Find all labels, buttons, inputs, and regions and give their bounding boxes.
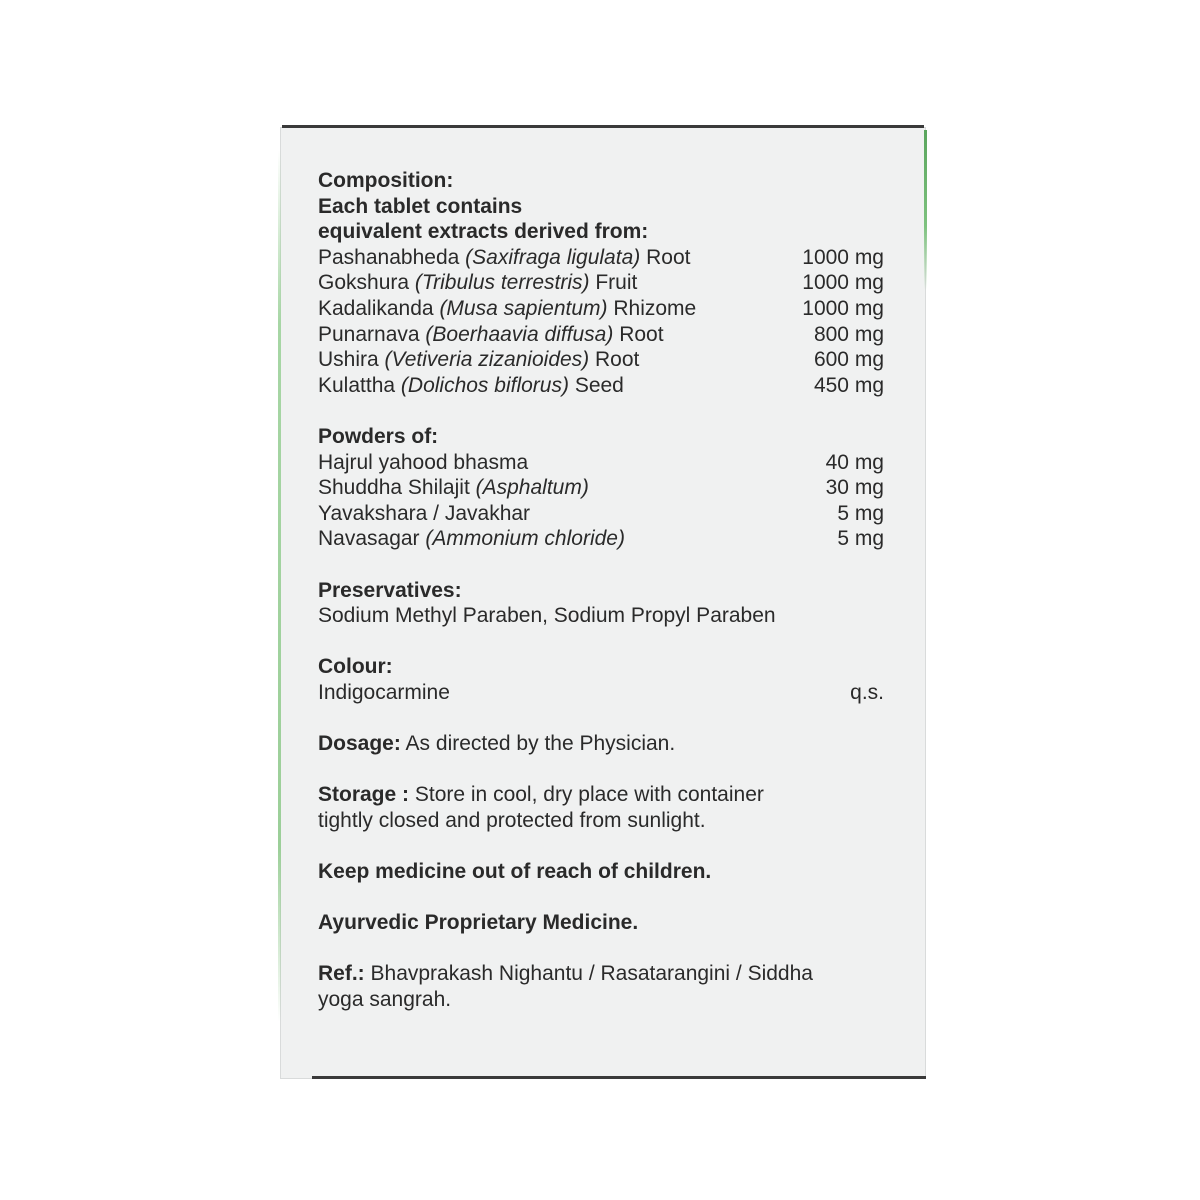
ingredient-label bbox=[318, 322, 664, 348]
ingredient-part: Root bbox=[595, 348, 640, 372]
ingredient-part: Root bbox=[646, 245, 691, 269]
ingredient-botanical: (Dolichos biflorus) bbox=[400, 373, 569, 397]
reference-line bbox=[318, 961, 884, 987]
ingredient-label bbox=[318, 245, 690, 271]
colour-heading: Colour: bbox=[318, 655, 393, 679]
ingredient-name: Ushira bbox=[318, 348, 379, 372]
medicine-classification: Ayurvedic Proprietary Medicine. bbox=[318, 911, 639, 935]
panel-top-edge bbox=[282, 125, 924, 128]
powder-label bbox=[318, 526, 625, 552]
spacer bbox=[318, 936, 884, 962]
spacer bbox=[318, 757, 884, 783]
powder-amount: 30 mg bbox=[825, 476, 884, 500]
composition-subheading: equivalent extracts derived from: bbox=[318, 220, 649, 244]
ingredient-botanical: (Tribulus terrestris) bbox=[414, 271, 590, 295]
powder-name: Hajrul yahood bhasma bbox=[318, 450, 529, 474]
ingredient-amount: 1000 mg bbox=[802, 245, 884, 269]
ingredient-part: Fruit bbox=[595, 271, 638, 295]
powder-name: Yavakshara / Javakhar bbox=[318, 501, 531, 525]
powders-heading: Powders of: bbox=[318, 424, 439, 448]
spacer bbox=[318, 885, 884, 911]
child-safety-warning: Keep medicine out of reach of children. bbox=[318, 860, 712, 884]
spacer bbox=[318, 398, 884, 424]
storage-line bbox=[318, 782, 884, 808]
spacer bbox=[318, 833, 884, 859]
powder-amount: 40 mg bbox=[825, 450, 884, 474]
preservatives-text: Sodium Methyl Paraben, Sodium Propyl Paraben bbox=[318, 604, 776, 628]
ingredient-name: Punarnava bbox=[318, 322, 420, 346]
composition-list bbox=[318, 245, 884, 399]
powder-botanical: (Ammonium chloride) bbox=[425, 527, 625, 551]
ingredient-part: Rhizome bbox=[613, 296, 697, 320]
composition-subheading: Each tablet contains bbox=[318, 194, 523, 218]
storage-text: Store in cool, dry place with container bbox=[414, 783, 764, 807]
ingredient-name: Pashanabheda bbox=[318, 245, 460, 269]
ingredient-amount: 800 mg bbox=[813, 322, 884, 346]
reference-text-continued: yoga sangrah. bbox=[318, 988, 452, 1011]
ingredient-name: Gokshura bbox=[318, 271, 410, 295]
ingredient-row bbox=[318, 245, 884, 271]
ingredient-botanical: (Saxifraga ligulata) bbox=[465, 245, 641, 269]
powder-row bbox=[318, 450, 884, 476]
powder-row bbox=[318, 526, 884, 552]
spacer bbox=[318, 705, 884, 731]
colour-amount: q.s. bbox=[850, 680, 884, 704]
reference-label: Ref.: bbox=[318, 962, 365, 986]
ingredient-label bbox=[318, 373, 624, 399]
spacer bbox=[318, 629, 884, 655]
storage-label: Storage : bbox=[318, 783, 410, 807]
dosage-line bbox=[318, 731, 884, 757]
ingredient-botanical: (Musa sapientum) bbox=[439, 296, 608, 320]
composition-heading: Composition: bbox=[318, 169, 454, 192]
ingredient-label bbox=[318, 347, 639, 373]
powders-list bbox=[318, 450, 884, 552]
powder-amount: 5 mg bbox=[837, 501, 884, 525]
label-text bbox=[318, 168, 884, 1013]
ingredient-row bbox=[318, 347, 884, 373]
colour-name: Indigocarmine bbox=[318, 680, 450, 704]
dosage-text: As directed by the Physician. bbox=[405, 732, 676, 756]
reference-text: Bhavprakash Nighantu / Rasatarangini / Siddha bbox=[370, 962, 813, 986]
ingredient-name: Kulattha bbox=[318, 373, 396, 397]
colour-row bbox=[318, 680, 884, 706]
ingredient-amount: 450 mg bbox=[813, 373, 884, 397]
powder-label bbox=[318, 450, 528, 476]
panel-bottom-edge bbox=[312, 1076, 926, 1079]
preservatives-heading: Preservatives: bbox=[318, 578, 462, 602]
ingredient-row bbox=[318, 270, 884, 296]
ingredient-part: Root bbox=[619, 322, 664, 346]
powder-row bbox=[318, 475, 884, 501]
ingredient-part: Seed bbox=[574, 373, 624, 397]
storage-text-continued: tightly closed and protected from sunlight. bbox=[318, 808, 706, 832]
dosage-label: Dosage: bbox=[318, 732, 401, 756]
ingredient-label bbox=[318, 296, 696, 322]
powder-name: Shuddha Shilajit bbox=[318, 476, 470, 500]
ingredient-row bbox=[318, 322, 884, 348]
panel-right-green-edge bbox=[924, 130, 927, 290]
ingredient-amount: 600 mg bbox=[813, 348, 884, 372]
ingredient-botanical: (Vetiveria zizanioides) bbox=[384, 348, 590, 372]
ingredient-name: Kadalikanda bbox=[318, 296, 434, 320]
powder-label bbox=[318, 501, 530, 527]
ingredient-row bbox=[318, 296, 884, 322]
ingredient-amount: 1000 mg bbox=[802, 271, 884, 295]
powder-amount: 5 mg bbox=[837, 527, 884, 551]
powder-name: Navasagar bbox=[318, 527, 420, 551]
ingredient-row bbox=[318, 373, 884, 399]
ingredient-botanical: (Boerhaavia diffusa) bbox=[425, 322, 614, 346]
powder-label bbox=[318, 475, 589, 501]
panel-left-green-edge bbox=[278, 150, 281, 1022]
ingredient-label bbox=[318, 270, 637, 296]
powder-row bbox=[318, 501, 884, 527]
powder-botanical: (Asphaltum) bbox=[475, 476, 589, 500]
ingredient-amount: 1000 mg bbox=[802, 296, 884, 320]
spacer bbox=[318, 552, 884, 578]
